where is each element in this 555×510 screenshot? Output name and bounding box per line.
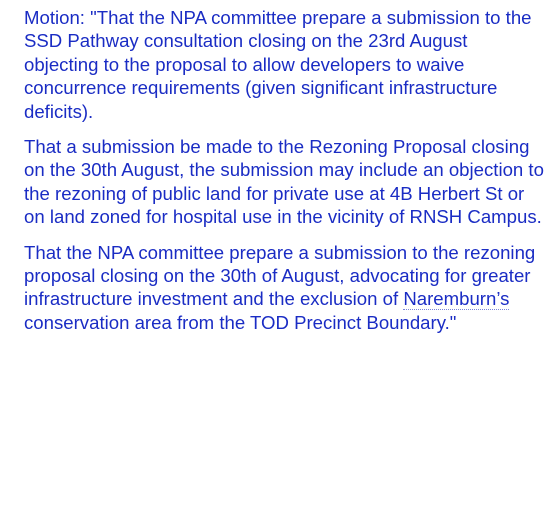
paragraph-text-start: That the NPA committee prepare a submission to the rezoning proposal closing on the 30th of August, advocating for greater infrastructure investment and the exclusion of [24,241,536,310]
motion-paragraph-rezoning-objection: That a submission be made to the Rezoning Proposal closing on the 30th August, the submission may include an objection to the rezoning of public land for private use at 4B Herbert St or on land zoned for hospital use in the vicinity of RNSH Campus. [24,136,544,228]
paragraph-text-end: conservation area from the TOD Precinct Boundary." [24,311,457,333]
spellcheck-marked-word[interactable]: Naremburn’s [403,288,510,310]
motion-paragraph-ssd-pathway: Motion: "That the NPA committee prepare a submission to the SSD Pathway consultation closing on the 23rd August objecting to the proposal to allow developers to waive concurrence requirements (given significant infrastructure deficits). [24,7,532,122]
motion-paragraph-infrastructure-investment [24,241,544,335]
motion-document [24,6,544,334]
